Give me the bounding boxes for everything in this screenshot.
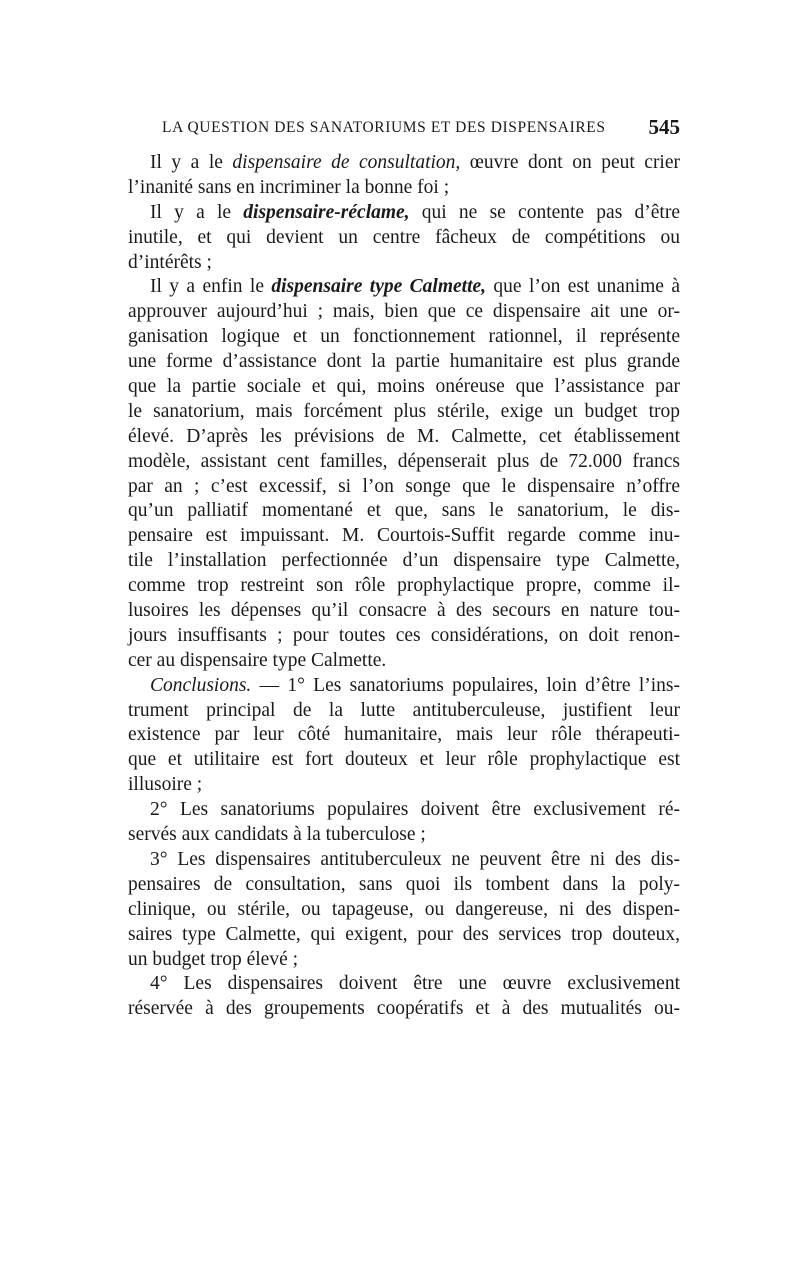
text-line: modèle, assistant cent familles, dépenserait plus de 72.000 francs: [128, 450, 680, 472]
text-line: jours insuffisants ; pour toutes ces considérations, on doit renon-: [128, 624, 680, 646]
text-line: pensaire est impuissant. M. Courtois-Suffit regarde comme inu-: [128, 525, 680, 547]
page-number: 545: [648, 115, 680, 139]
text-line: existence par leur côté humanitaire, mais leur rôle thérapeuti-: [128, 724, 680, 746]
text-line: pensaires de consultation, sans quoi ils tombent dans la poly-: [128, 873, 680, 895]
text-line: un budget trop élevé ;: [128, 948, 299, 970]
text-line: élevé. D’après les prévisions de M. Calmette, cet établissement: [128, 425, 680, 447]
text-line: par an ; c’est excessif, si l’on songe que le dispensaire n’offre: [128, 475, 680, 497]
text-line: 4° Les dispensaires doivent être une œuvre exclusivement: [150, 973, 680, 995]
running-head: [162, 115, 680, 141]
text-line: cer au dispensaire type Calmette.: [128, 649, 387, 671]
text-line: tile l’installation perfectionnée d’un dispensaire type Calmette,: [128, 550, 680, 572]
text-line: trument principal de la lutte antituberculeuse, justifient leur: [128, 699, 680, 721]
text-line: Conclusions. — 1° Les sanatoriums populaires, loin d’être l’ins-: [150, 674, 680, 696]
text-line: d’intérêts ;: [128, 251, 212, 273]
text-line: Il y a le dispensaire de consultation, œuvre dont on peut crier: [150, 152, 680, 173]
text-line: comme trop restreint son rôle prophylactique propre, comme il-: [128, 575, 680, 597]
text-line: Il y a enfin le dispensaire type Calmette, que l’on est unanime à: [150, 276, 680, 298]
text-line: saires type Calmette, qui exigent, pour des services trop douteux,: [128, 923, 680, 945]
text-line: que la partie sociale et qui, moins onéreuse que l’assistance par: [128, 376, 680, 398]
text-line: clinique, ou stérile, ou tapageuse, ou dangereuse, ni des dispen-: [128, 898, 680, 920]
text-line: servés aux candidats à la tuberculose ;: [128, 824, 426, 846]
text-line: approuver aujourd’hui ; mais, bien que ce dispensaire ait une or-: [128, 301, 680, 323]
text-line: réservée à des groupements coopératifs et à des mutualités ou-: [128, 998, 680, 1020]
text-line: le sanatorium, mais forcément plus stérile, exige un budget trop: [128, 400, 680, 422]
text-line: 2° Les sanatoriums populaires doivent être exclusivement ré-: [150, 799, 680, 821]
text-line: lusoires les dépenses qu’il consacre à des secours en nature tou-: [128, 600, 680, 622]
text-line: que et utilitaire est fort douteux et leur rôle prophylactique est: [128, 749, 680, 771]
text-line: illusoire ;: [128, 774, 203, 796]
text-line: Il y a le dispensaire-réclame, qui ne se contente pas d’être: [150, 201, 680, 223]
text-line: inutile, et qui devient un centre fâcheux de compétitions ou: [128, 226, 680, 248]
text-line: ganisation logique et un fonctionnement rationnel, il représente: [128, 326, 680, 348]
text-line: qu’un palliatif momentané et que, sans le sanatorium, le dis-: [128, 500, 680, 522]
text-line: une forme d’assistance dont la partie humanitaire est plus grande: [128, 351, 680, 373]
text-line: l’inanité sans en incriminer la bonne foi ;: [128, 176, 450, 198]
body-text: [128, 151, 680, 1022]
text-line: 3° Les dispensaires antituberculeux ne peuvent être ni des dis-: [150, 848, 680, 870]
running-head-title: LA QUESTION DES SANATORIUMS ET DES DISPENSAIRES: [162, 119, 606, 136]
